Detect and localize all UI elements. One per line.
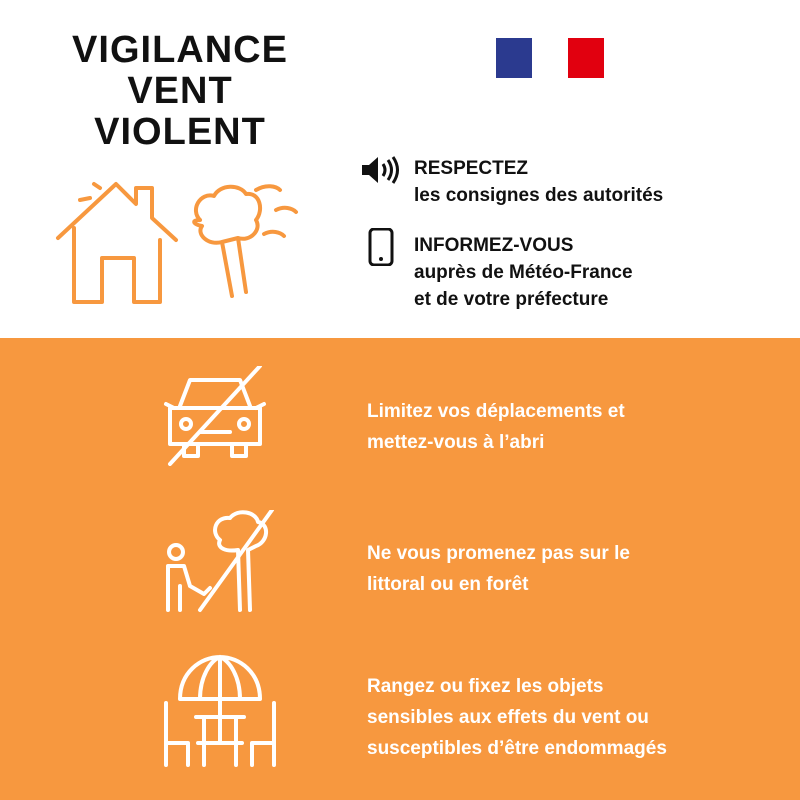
instruction-text: Rangez ou fixez les objets <box>367 676 604 697</box>
advice-heading: RESPECTEZ <box>414 158 529 179</box>
no-walk-forest-icon <box>160 510 275 615</box>
title-line: VIGILANCE <box>72 29 288 71</box>
instruction-text: Ne vous promenez pas sur le <box>367 543 630 564</box>
advice-text: les consignes des autorités <box>414 185 664 206</box>
instruction-text: littoral ou en forêt <box>367 574 529 595</box>
advice-informez <box>360 232 633 313</box>
advice-heading: INFORMEZ-VOUS <box>414 235 574 256</box>
page-title <box>40 30 320 153</box>
instruction-text: susceptibles d’être endommagés <box>367 738 667 759</box>
title-line: VIOLENT <box>94 111 266 153</box>
house-and-tree-wind-icon <box>50 180 310 320</box>
advice-text: et de votre préfecture <box>414 289 609 310</box>
no-car-icon <box>160 366 275 466</box>
garden-furniture-icon <box>160 653 280 768</box>
advice-text: auprès de Météo-France <box>414 262 633 283</box>
instruction-text: mettez-vous à l’abri <box>367 432 545 453</box>
instruction-text: Limitez vos déplacements et <box>367 401 625 422</box>
advice-respectez <box>360 155 663 209</box>
smartphone-icon <box>360 228 400 266</box>
instructions-panel <box>0 338 800 800</box>
republique-francaise-logo <box>496 38 604 78</box>
instruction-text: sensibles aux effets du vent ou <box>367 707 649 728</box>
title-line: VENT <box>127 70 233 112</box>
speaker-icon <box>360 155 400 185</box>
